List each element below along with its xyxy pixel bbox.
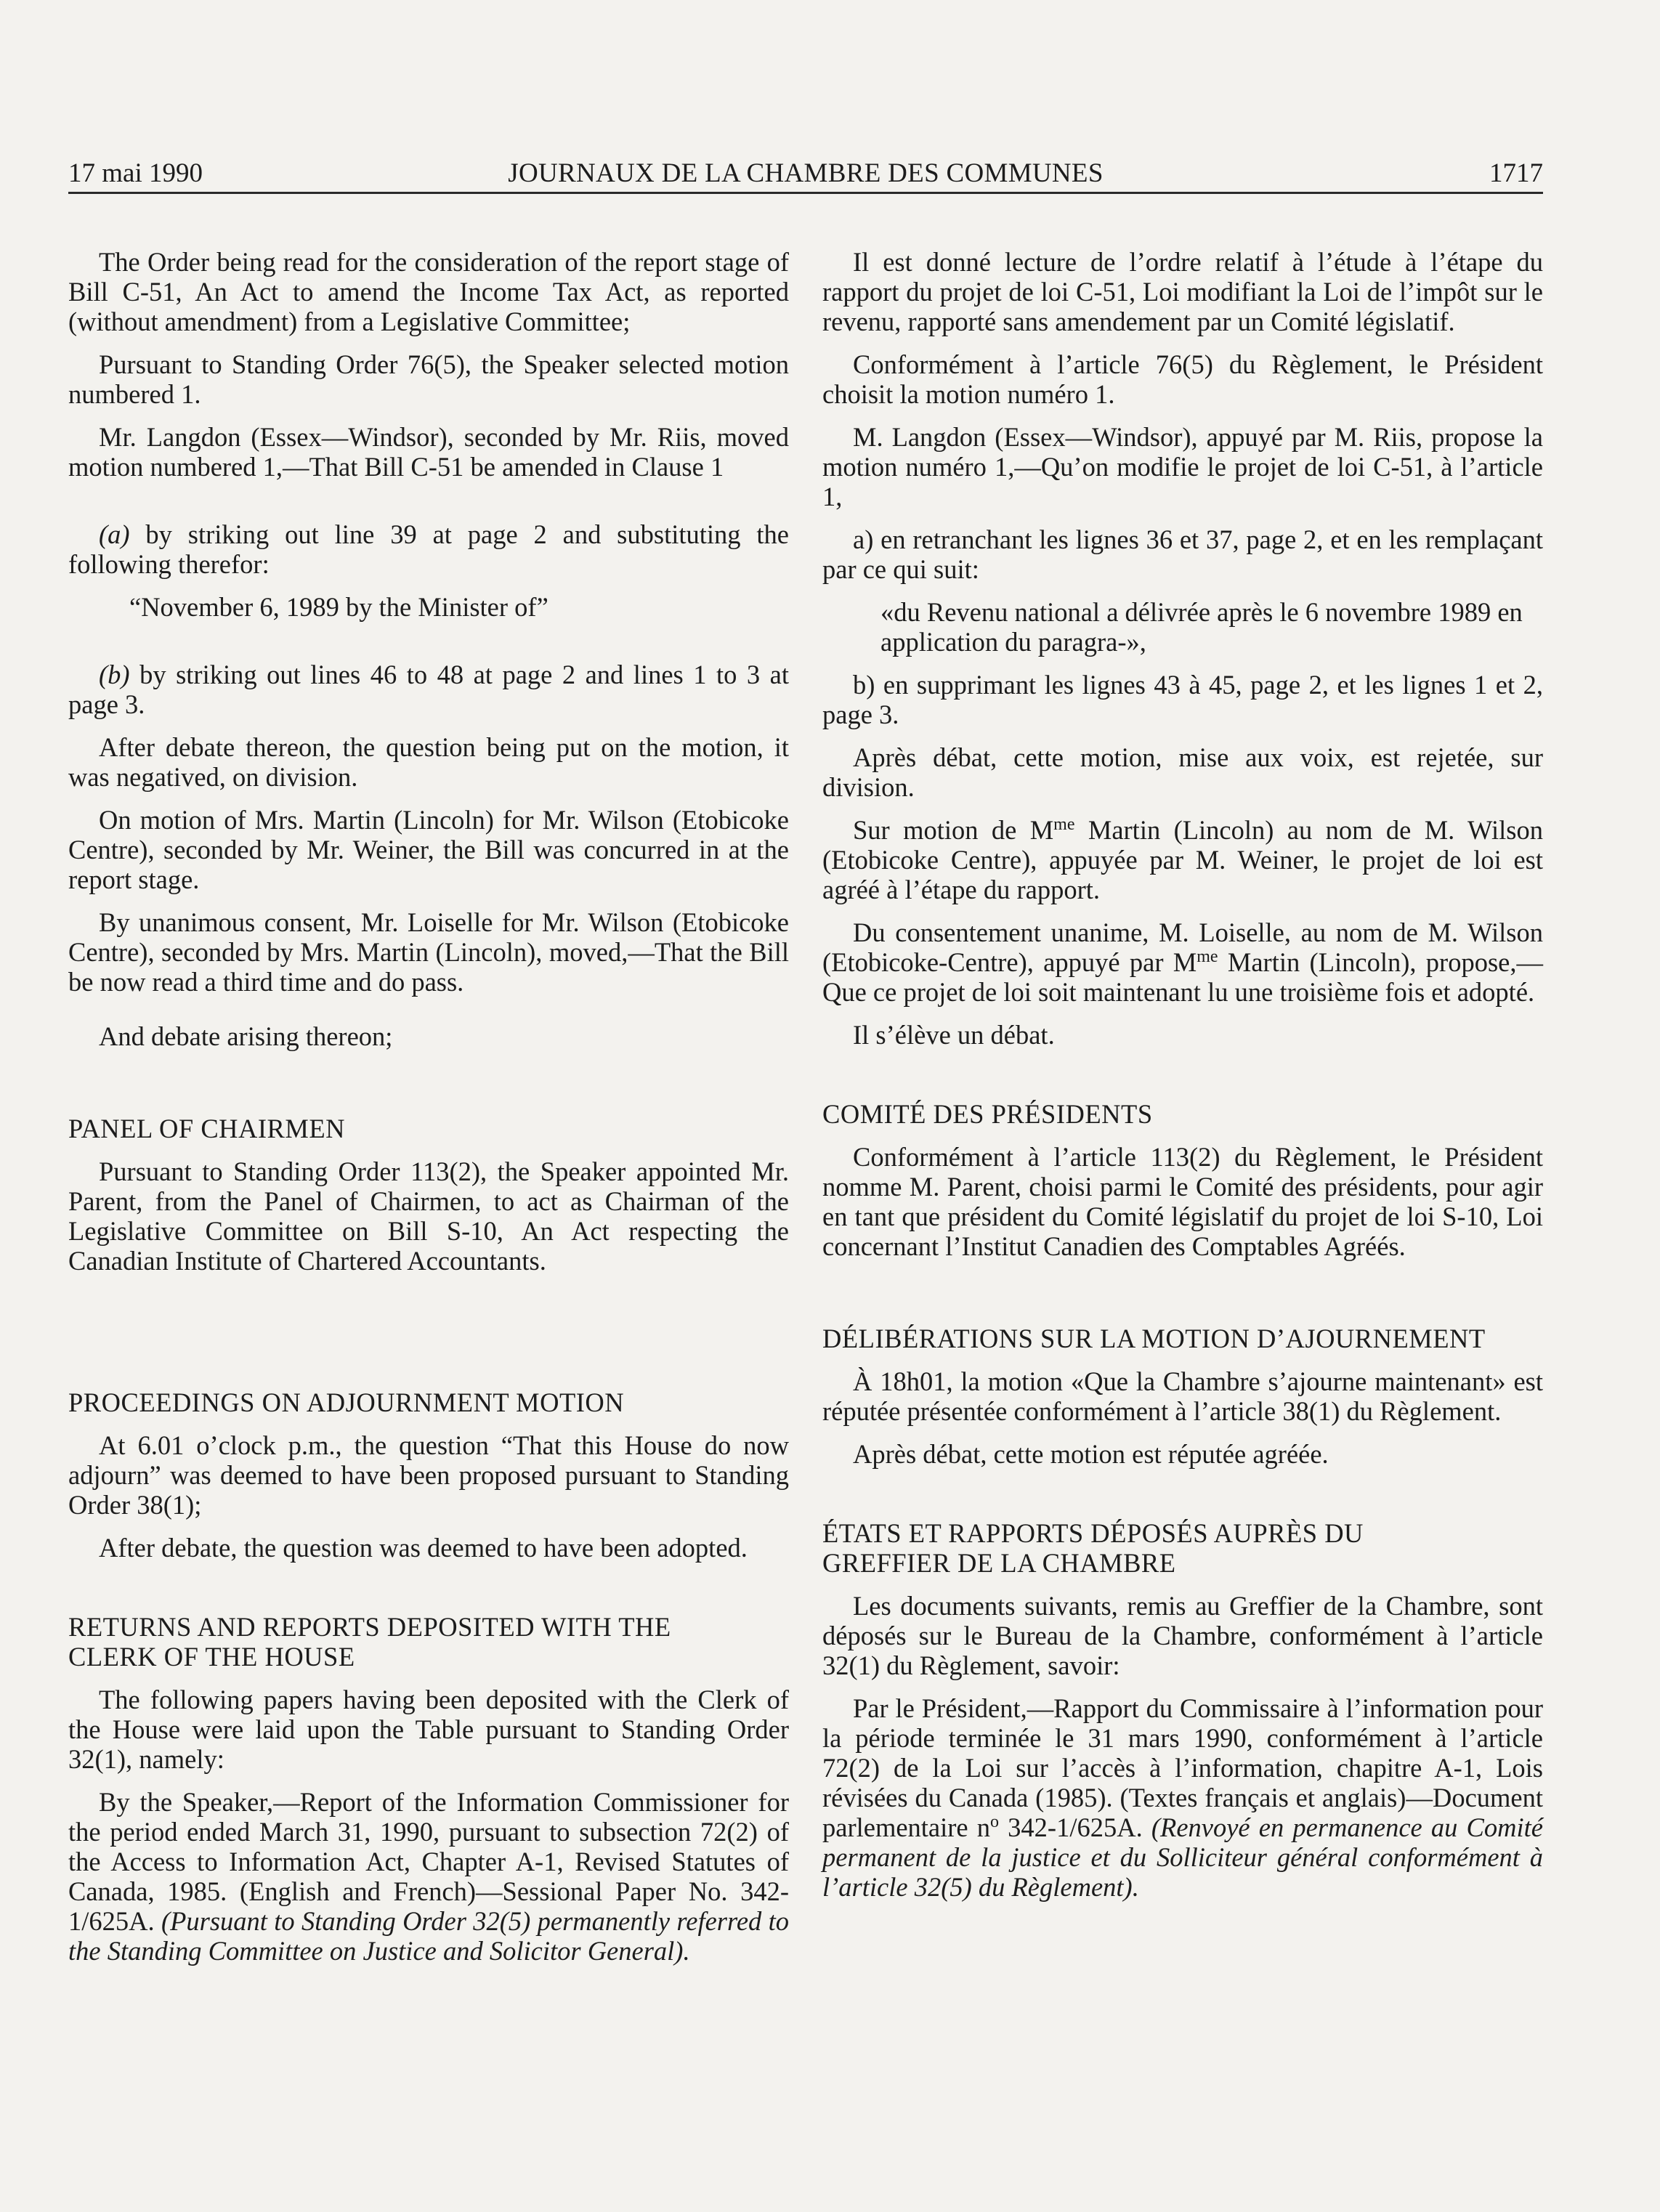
fr-paragraph: Conformément à l’article 113(2) du Règlement, le Président nomme M. Parent, choisi parmi le Comité des présidents, pour agir en tant que président du Comité législatif du projet de loi S-10, Loi concernant l’Institut Canadien des Comptables Agréés. (822, 1142, 1543, 1261)
en-paragraph: Mr. Langdon (Essex—Windsor), seconded by Mr. Riis, moved motion numbered 1,—That Bill C-51 be amended in Clause 1 (68, 422, 789, 482)
en-paragraph (68, 660, 789, 719)
fr-quote: «du Revenu national a délivrée après le 6 novembre 1989 en application du paragra-», (880, 597, 1523, 657)
en-report-text: By the Speaker,—Report of the Information Commissioner for the period ended March 31, 1990, pursuant to subsection 72(2) of the Access to Information Act, Chapter A-1, Revised Statutes of Canada, 1985. (English and French)—Sessional Paper No. 342-1/625A. (68, 1787, 789, 1936)
fr-text: Martin (Lincoln), propose,—Que ce projet de loi soit maintenant lu une troisième fois et adopté. (822, 947, 1543, 1007)
page-header (68, 155, 1543, 194)
fr-text: Sur motion de M (853, 815, 1054, 845)
en-heading-line: CLERK OF THE HOUSE (68, 1642, 355, 1672)
fr-heading-line: ÉTATS ET RAPPORTS DÉPOSÉS AUPRÈS DU (822, 1518, 1364, 1548)
english-column (68, 247, 789, 1966)
en-paragraph (68, 1787, 789, 1966)
fr-paragraph: Il est donné lecture de l’ordre relatif à l’étude à l’étape du rapport du projet de loi C-51, Loi modifiant la Loi de l’impôt sur le revenu, rapporté sans amendement par un Comité législatif. (822, 247, 1543, 336)
header-page-number: 1717 (1489, 158, 1543, 188)
fr-paragraph: M. Langdon (Essex—Windsor), appuyé par M. Riis, propose la motion numéro 1,—Qu’on modifie le projet de loi C-51, à l’article 1, (822, 422, 1543, 511)
en-paragraph: The Order being read for the consideration of the report stage of Bill C-51, An Act to amend the Income Tax Act, as reported (without amendment) from a Legislative Committee; (68, 247, 789, 336)
en-heading-line: RETURNS AND REPORTS DEPOSITED WITH THE (68, 1612, 671, 1642)
fr-superscript: me (1053, 814, 1075, 834)
fr-superscript: o (990, 1812, 1000, 1831)
fr-paragraph: Après débat, cette motion, mise aux voix, est rejetée, sur division. (822, 742, 1543, 802)
en-paragraph: Pursuant to Standing Order 113(2), the Speaker appointed Mr. Parent, from the Panel of Chairmen, to act as Chairman of the Legislative Committee on Bill S-10, An Act respecting the Canadian Institute of Chartered Accountants. (68, 1156, 789, 1276)
en-paragraph: By unanimous consent, Mr. Loiselle for Mr. Wilson (Etobicoke Centre), seconded by Mrs. Martin (Lincoln), moved,—That the Bill be now read a third time and do pass. (68, 907, 789, 997)
en-paragraph: Pursuant to Standing Order 76(5), the Speaker selected motion numbered 1. (68, 349, 789, 409)
fr-report-referral: (Renvoyé en permanence au Comité permanent de la justice et du Solliciteur général conformément à l’article 32(5) du Règlement). (822, 1812, 1543, 1902)
fr-paragraph: a) en retranchant les lignes 36 et 37, page 2, et en les remplaçant par ce qui suit: (822, 524, 1543, 584)
fr-report-text: 342-1/625A. (999, 1812, 1151, 1842)
fr-text: Martin (Lincoln) au nom de M. Wilson (Etobicoke Centre), appuyée par M. Weiner, le projet de loi est agréé à l’étape du rapport. (822, 815, 1543, 904)
fr-paragraph: Conformément à l’article 76(5) du Règlement, le Président choisit la motion numéro 1. (822, 349, 1543, 409)
en-paragraph: And debate arising thereon; (99, 1021, 393, 1051)
en-paragraph: After debate, the question was deemed to have been adopted. (99, 1533, 748, 1563)
fr-section-heading: DÉLIBÉRATIONS SUR LA MOTION D’AJOURNEMENT (822, 1324, 1486, 1353)
fr-paragraph (822, 815, 1543, 904)
en-item-text: by striking out line 39 at page 2 and substituting the following therefor: (68, 519, 789, 579)
en-paragraph: On motion of Mrs. Martin (Lincoln) for Mr. Wilson (Etobicoke Centre), seconded by Mr. Weiner, the Bill was concurred in at the report stage. (68, 805, 789, 894)
en-report-referral: (Pursuant to Standing Order 32(5) permanently referred to the Standing Committee on Justice and Solicitor General). (68, 1906, 789, 1966)
en-paragraph (68, 519, 789, 579)
fr-paragraph: Il s’élève un débat. (853, 1020, 1055, 1050)
en-paragraph: After debate thereon, the question being put on the motion, it was negatived, on division. (68, 732, 789, 792)
fr-paragraph (822, 917, 1543, 1007)
en-quote: “November 6, 1989 by the Minister of” (129, 592, 548, 622)
fr-paragraph: Les documents suivants, remis au Greffier de la Chambre, sont déposés sur le Bureau de la Chambre, conformément à l’article 32(1) du Règlement, savoir: (822, 1591, 1543, 1680)
fr-text: Du consentement unanime, M. Loiselle, au nom de M. Wilson (Etobicoke-Centre), appuyé par M (822, 917, 1543, 977)
header-title: JOURNAUX DE LA CHAMBRE DES COMMUNES (508, 158, 1104, 188)
en-item-text: by striking out lines 46 to 48 at page 2 and lines 1 to 3 at page 3. (68, 660, 789, 719)
fr-report-text: Par le Président,—Rapport du Commissaire à l’information pour la période terminée le 31 mars 1990, conformément à l’article 72(2) de la Loi sur l’accès à l’information, chapitre A-1, Lois révisées du Canada (1985). (Textes français et anglais)—Document parlementaire n (822, 1693, 1543, 1842)
en-item-label: (b) (99, 660, 130, 689)
en-paragraph: At 6.01 o’clock p.m., the question “That this House do now adjourn” was deemed to have been proposed pursuant to Standing Order 38(1); (68, 1430, 789, 1520)
en-section-heading: PANEL OF CHAIRMEN (68, 1114, 345, 1143)
fr-heading-line: GREFFIER DE LA CHAMBRE (822, 1548, 1176, 1578)
fr-paragraph (822, 1693, 1543, 1902)
en-section-heading: PROCEEDINGS ON ADJOURNMENT MOTION (68, 1387, 625, 1417)
fr-superscript: me (1197, 947, 1218, 966)
en-section-heading (68, 1612, 789, 1672)
fr-section-heading: COMITÉ DES PRÉSIDENTS (822, 1099, 1153, 1129)
french-column (822, 247, 1543, 1902)
fr-paragraph: Après débat, cette motion est réputée agréée. (853, 1439, 1329, 1469)
fr-paragraph: À 18h01, la motion «Que la Chambre s’ajourne maintenant» est réputée présentée conformément à l’article 38(1) du Règlement. (822, 1366, 1543, 1426)
en-paragraph: The following papers having been deposited with the Clerk of the House were laid upon the Table pursuant to Standing Order 32(1), namely: (68, 1685, 789, 1774)
fr-section-heading (822, 1518, 1543, 1578)
fr-paragraph: b) en supprimant les lignes 43 à 45, page 2, et les lignes 1 et 2, page 3. (822, 670, 1543, 729)
en-item-label: (a) (99, 519, 130, 549)
header-date: 17 mai 1990 (68, 158, 203, 188)
